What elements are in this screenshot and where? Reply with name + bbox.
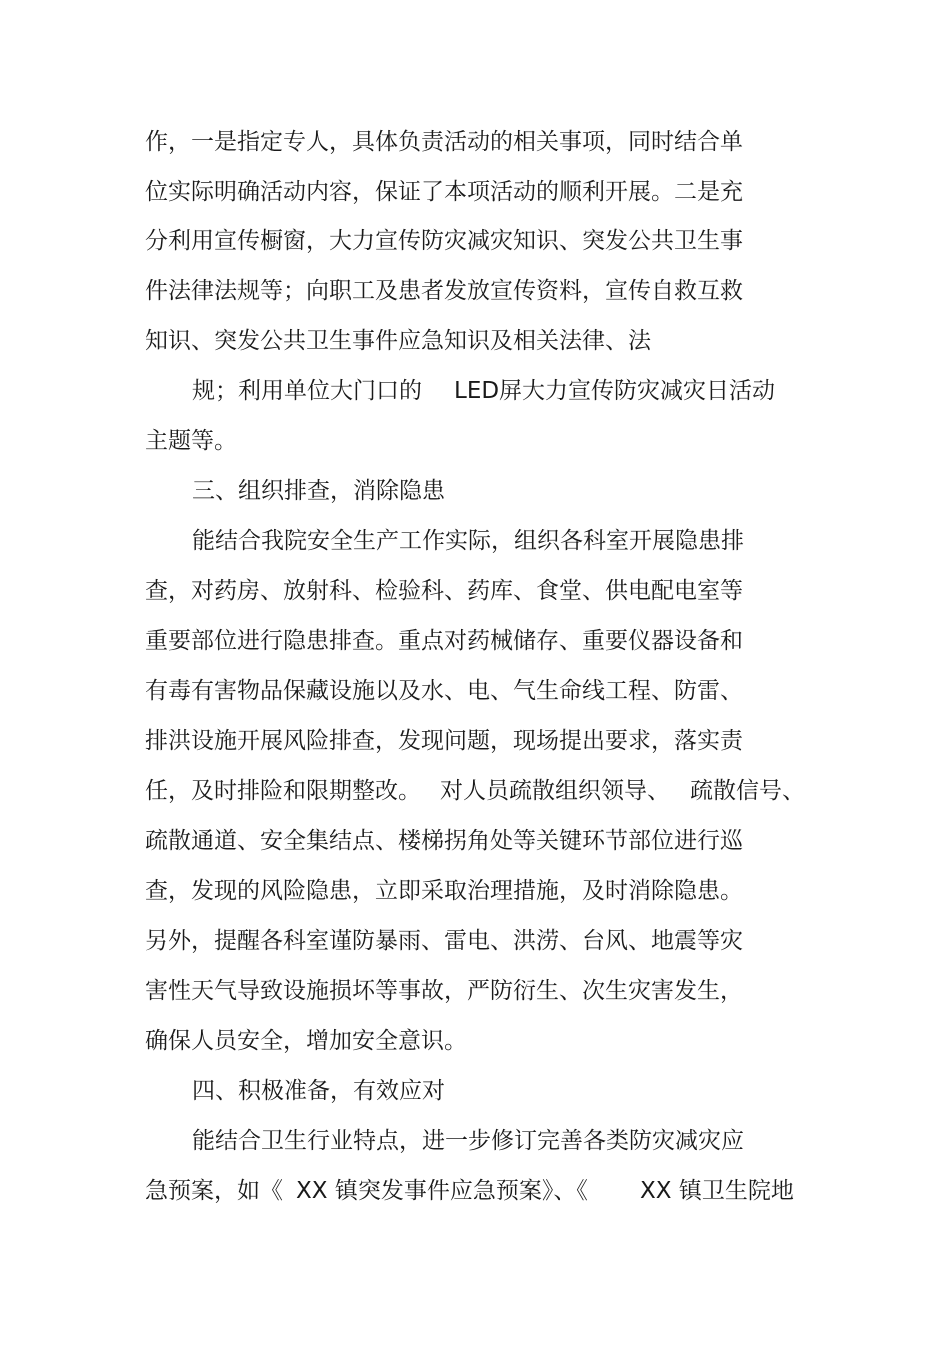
text-line bbox=[0, 971, 950, 1011]
text-line bbox=[0, 172, 950, 212]
text-line bbox=[0, 921, 950, 961]
text-segment: 查，发现的风险隐患，立即采取治理措施，及时消除隐患。 bbox=[145, 878, 743, 904]
text-segment: 三、组织排查，消除隐患 bbox=[192, 478, 445, 504]
text-line bbox=[0, 821, 950, 861]
text-line bbox=[0, 122, 950, 162]
text-segment: 分利用宣传橱窗，大力宣传防灾减灾知识、突发公共卫生事 bbox=[145, 228, 743, 254]
text-segment: XX 镇卫生院地 bbox=[640, 1178, 794, 1204]
text-segment: 能结合我院安全生产工作实际，组织各科室开展隐患排 bbox=[192, 528, 744, 554]
text-segment: 疏散通道、安全集结点、楼梯拐角处等关键环节部位进行巡 bbox=[145, 828, 743, 854]
text-segment: 件法律法规等；向职工及患者发放宣传资料，宣传自救互救 bbox=[145, 278, 743, 304]
text-segment: 主题等。 bbox=[145, 428, 237, 454]
section-heading bbox=[0, 471, 950, 511]
text-line bbox=[0, 771, 950, 811]
text-segment: LED屏大力宣传防灾减灾日活动 bbox=[454, 378, 776, 404]
text-line bbox=[0, 571, 950, 611]
text-segment: 四、积极准备，有效应对 bbox=[192, 1078, 445, 1104]
text-line bbox=[0, 871, 950, 911]
text-segment: 排洪设施开展风险排查，发现问题，现场提出要求，落实责 bbox=[145, 728, 743, 754]
text-segment: 查，对药房、放射科、检验科、药库、食堂、供电配电室等 bbox=[145, 578, 743, 604]
text-segment: 疏散信号、 bbox=[690, 778, 805, 804]
text-line bbox=[0, 271, 950, 311]
text-segment: 有毒有害物品保藏设施以及水、电、气生命线工程、防雷、 bbox=[145, 678, 743, 704]
text-segment: 急预案，如《 bbox=[145, 1178, 283, 1204]
text-line bbox=[0, 721, 950, 761]
text-segment: 作，一是指定专人，具体负责活动的相关事项，同时结合单 bbox=[145, 129, 743, 155]
text-line bbox=[0, 421, 950, 461]
text-segment: 重要部位进行隐患排查。重点对药械储存、重要仪器设备和 bbox=[145, 628, 743, 654]
text-line bbox=[0, 221, 950, 261]
text-segment: 知识、突发公共卫生事件应急知识及相关法律、法 bbox=[145, 328, 651, 354]
text-segment: 害性天气导致设施损坏等事故，严防衍生、次生灾害发生， bbox=[145, 978, 743, 1004]
text-line bbox=[0, 521, 950, 561]
text-line bbox=[0, 621, 950, 661]
text-line bbox=[0, 1021, 950, 1061]
section-heading bbox=[0, 1071, 950, 1111]
text-segment: XX 镇突发事件应急预案》、《 bbox=[296, 1178, 588, 1204]
text-segment: 另外，提醒各科室谨防暴雨、雷电、洪涝、台风、地震等灾 bbox=[145, 928, 743, 954]
text-line bbox=[0, 321, 950, 361]
text-line bbox=[0, 1121, 950, 1161]
text-segment: 确保人员安全，增加安全意识。 bbox=[145, 1028, 467, 1054]
text-segment: 能结合卫生行业特点，进一步修订完善各类防灾减灾应 bbox=[192, 1128, 744, 1154]
text-segment: 规；利用单位大门口的 bbox=[192, 378, 422, 404]
text-line bbox=[0, 671, 950, 711]
text-segment: 位实际明确活动内容，保证了本项活动的顺利开展。二是充 bbox=[145, 179, 743, 205]
text-line bbox=[0, 371, 950, 411]
text-segment: 对人员疏散组织领导、 bbox=[440, 778, 670, 804]
text-segment: 任，及时排险和限期整改。 bbox=[145, 778, 421, 804]
text-line bbox=[0, 1171, 950, 1211]
